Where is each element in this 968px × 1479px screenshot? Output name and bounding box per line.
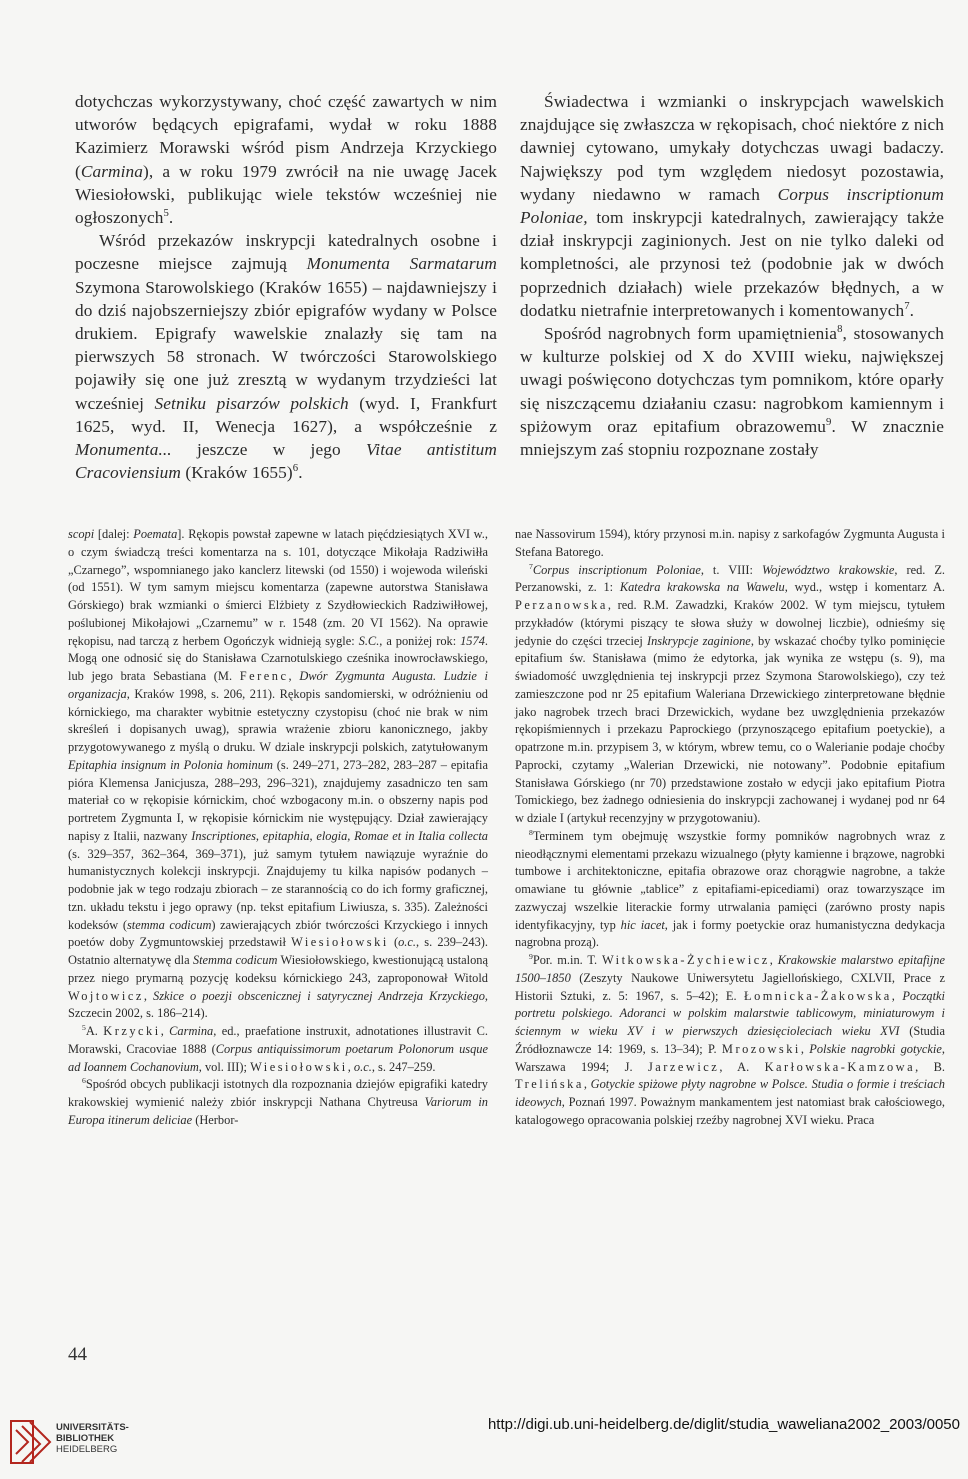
main-text-left-column [75, 90, 497, 484]
footnotes-right-column [515, 526, 945, 1130]
footnote-continuation: scopi [dalej: Poemata]. Rękopis powstał zapewne w latach pięćdziesiątych XVI w., o czym świadczą treści komentarza na s. 101, dotyczące Mikołaja Radziwiłła „Czarnego”, wspomnianego jako kanclerz litewski (od 1550) i wojewoda wileński (od 1551). W tym samym miejscu komentarza (zapewne autorstwa Stanisława Górskiego) brak wzmianki o śmierci Elżbiety z Szydłowieckich Radziwiłłowej, poślubionej Mikołajowi „Czarnemu” w r. 1548 (zm. 20 VI 1562). Na oprawie rękopisu, nad tarczą z herbem Ogończyk widnieją sygle: S.C., a poniżej rok: 1574. Mogą one odnosić się do Stanisława Czarnotulskiego cześnika inowrocławskiego, lub jego brata Sebastiana (M. Ferenc, Dwór Zygmunta Augusta. Ludzie i organizacja, Kraków 1998, s. 206, 211). Rękopis sandomierski, w odróżnieniu od kórnickiego, ma charakter wybitnie estetyczny czystopisu (choć nie brak w nim skreśleń i dopisanych uwag), sprawia wrażenie zbioru kanonicznego, jakby przygotowywanego z myślą o druku. W dziale inskrypcji polskich, zatytułowanym Epitaphia insignum in Polonia hominum (s. 249–271, 273–282, 283–287 – epitafia pióra Klemensa Janicjusza, 288–293, 296–321), znajdujemy zasadniczo ten sam materiał co w rękopisie kórnickim, choć wzbogacony m.in. o obszerny napis pod portretem Zygmunta I, w rękopisie kórnickim nie występujący. Dział zawierający napisy z Italii, nazwany Inscriptiones, epitaphia, elogia, Romae et in Italia collecta (s. 329–357, 362–364, 369–371), już samym tytułem nawiązuje wyraźnie do humanistycznych kolekcji inskrypcji. Znajdujemy tu kilka napisów podanych – podobnie jak w tego rodzaju zbiorach – ze starannością co do ich formy graficznej, tzn. układu tekstu i jego oprawy (np. tekst epitafium Liwiusza, s. 335). Zależności kodeksów (stemma codicum) zawierających zbiór twórczości Krzyckiego i innych poetów doby Zygmuntowskiej przedstawił Wiesiołowski (o.c., s. 239–243). Ostatnio alternatywę dla Stemma codicum Wiesiołowskiego, kwestionującą ustaloną przez niego prymarną pozycję kodeksu kórnickiego 243, zaproponował Witold Wojtowicz, Szkice o poezji obscenicznej i satyrycznej Andrzeja Krzyckiego, Szczecin 2002, s. 186–214). [68, 527, 489, 1021]
main-text-right-column [520, 90, 944, 461]
library-logo[interactable] [10, 1418, 190, 1468]
paragraph: Świadectwa i wzmianki o inskrypcjach wawelskich znajdujące się zwłaszcza w rękopisach, choć niektóre z nich dawniej cytowano, umykały dotychczas uwagi badaczy. Największy pod tym względem niedosyt pozostawia, wydany niedawno w ramach Corpus inscriptionum Poloniae, tom inskrypcji katedralnych, zawierający także dział inskrypcji zaginionych. Jest on nie tylko daleki od kompletności, ale przynosi też (podobnie jak w dwóch poprzednich działach) wiele przekazów błędnych, a w dodatku nietrafnie interpretowanych i komentowanych$^7$. [520, 92, 944, 320]
footnote-9: $^9$Por. m.in. T. Witkowska-Żychiewicz, Krakowskie malarstwo epitafijne 1500–1850 (Zeszyty Naukowe Uniwersytetu Jagiellońskiego, CXLVII, Prace z Historii Sztuki, z. 5: 1967, s. 5–42); E. Łomnicka-Żakowska, Początki portretu polskiego. Adoranci w polskim malarstwie tablicowym, miniaturowym i ściennym w wieku XV i w pierwszych dziesięcioleciach wieku XVI (Studia Źródłoznawcze 14: 1969, s. 13–34); P. Mrozowski, Polskie nagrobki gotyckie, Warszawa 1994; J. Jarzewicz, A. Karłowska-Kamzowa, B. Trelińska, Gotyckie spiżowe płyty nagrobne w Polsce. Studia o formie i treściach ideowych, Poznań 1997. Poważnym mankamentem jest natomiast brak całościowego, katalogowego opracowania polskiej rzeźby nagrobnej XVI wieku. Praca [515, 951, 945, 1127]
footnote-7: $^7$Corpus inscriptionum Poloniae, t. VIII: Województwo krakowskie, red. Z. Perzanowski, z. 1: Katedra krakowska na Wawelu, wyd., wstęp i komentarz A. Perzanowska, red. R.M. Zawadzki, Kraków 2002. W tym miejscu, tytułem przykładów (którymi piszący te słowa służy w dowolnej liczbie), odnieśmy się jedynie do części trzeciej Inskrypcje zaginione, by wskazać choćby tylko pominięcie epitafium św. Stanisława (mimo że edytorka, jak wynika ze wstępu (s. 9), ma świadomość uwzględnienia tej inskrypcji przez Szymona Starowolskiego), czy też zamieszczone pod nr 25 epitafium Waleriana Drzewickiego zinterpretowane błędnie jako nagrobek trzech braci Drzewickich, wydane bez uwzględnienia przekazów rękopiśmiennych i przekazu Paprockiego (przynoszącego epitafium poetyckie), a opatrzone m.in. przypisem 3, w którym, wbrew temu, co o Walerianie podaje choćby Paprocki, czytamy „Walerian Drzewicki, nie notowany”. Podobnie epitafium Stanisława Górskiego (nr 70) przedstawione zostało w edycji jako epitafium Piotra Tomickiego, bez żadnego odniesienia do inskrypcji zachowanej i wydanej pod nr 64 w dziale I (artykuł recenzyjny w przygotowaniu). [515, 561, 945, 825]
paragraph: Spośród nagrobnych form upamiętnienia$^8$, stosowanych w kulturze polskiej od X do XVIII wieku, największej uwagi poświęcono dotychczas tym pomnikom, które oparły się niszczącemu działaniu czasu: nagrobkom kamiennym i spiżowym oraz epitafium obrazowemu$^9$. W znacznie mniejszym zaś stopniu rozpoznane zostały [520, 323, 945, 460]
footnote-ref: 9 [826, 416, 832, 429]
library-emblem-icon [10, 1418, 52, 1466]
footnote-5: $^5$A. Krzycki, Carmina, ed., praefatione instruxit, adnotationes illustravit C. Morawski, Cracoviae 1888 (Corpus antiquissimorum poetarum Polonorum usque ad Ioannem Cochanovium, vol. III); Wiesiołowski, o.c., s. 247–259. [68, 1022, 488, 1074]
footnote-continuation: nae Nassovirum 1594), który przynosi m.in. napisy z sarkofagów Zygmunta Augusta i Stefana Batorego. [515, 527, 945, 559]
footnote-ref: 5 [163, 207, 169, 220]
footnote-8: $^8$Terminem tym obejmuję wszystkie formy pomników nagrobnych wraz z nieodłącznymi elementami przekazu wizualnego (płyty kamienne i brązowe, nagrobki tumbowe i architektoniczne, epitafia obrazowe oraz chorągwie nagrobne, a także omawiane tu głównie „tablice” z epitafiami-epicediami) oraz towarzyszące im zazwyczaj wszelkie literackie formy utrwalania pamięci (zarówno prosty napis identyfikacyjny, typ hic iacet, jak i formy poetyckie oraz humanistyczna dedykacja nagrobna prozą). [515, 827, 945, 950]
page-number: 44 [68, 1344, 87, 1365]
library-name: UNIVERSITÄTS- BIBLIOTHEK HEIDELBERG [56, 1422, 129, 1455]
footnote-ref: 8 [837, 323, 843, 336]
footnotes-left-column [68, 526, 488, 1130]
source-url-link[interactable]: http://digi.ub.uni-heidelberg.de/diglit/studia_waweliana2002_2003/0050 [487, 1416, 960, 1433]
paragraph: Wśród przekazów inskrypcji katedralnych osobne i poczesne miejsce zajmują Monumenta Sarmatarum Szymona Starowolskiego (Kraków 1655) – najdawniejszy i do dziś najobszerniejszy zbiór epigrafów wydany w Polsce drukiem. Epigrafy wawelskie znalazły się tam na pierwszych 58 stronach. W twórczości Starowolskiego pojawiły się one już zresztą w wydanym trzydzieści lat wcześniej Setniku pisarzów polskich (wyd. I, Frankfurt 1625, wyd. II, Wenecja 1627), a współcześnie z Monumenta... jeszcze w jego Vitae antistitum Cracoviensium (Kraków 1655)$^6$. [75, 231, 497, 483]
footnote-ref: 7 [904, 300, 910, 313]
paragraph: dotychczas wykorzystywany, choć część zawartych w nim utworów będących epigrafami, wydał w roku 1888 Kazimierz Morawski wśród pism Andrzeja Krzyckiego (Carmina), a w roku 1979 zwrócił na nie uwagę Jacek Wiesiołowski, publikując wiele tekstów wcześniej nie ogłoszonych$^5$. [75, 92, 497, 228]
footnote-ref: 6 [292, 462, 299, 475]
footnote-6: $^6$Spośród obcych publikacji istotnych dla rozpoznania dziejów epigrafiki katedry krakowskiej wymienić należy zbiór inskrypcji Nathana Chytreusa Variorum in Europa itinerum deliciae (Herbor- [68, 1076, 488, 1127]
